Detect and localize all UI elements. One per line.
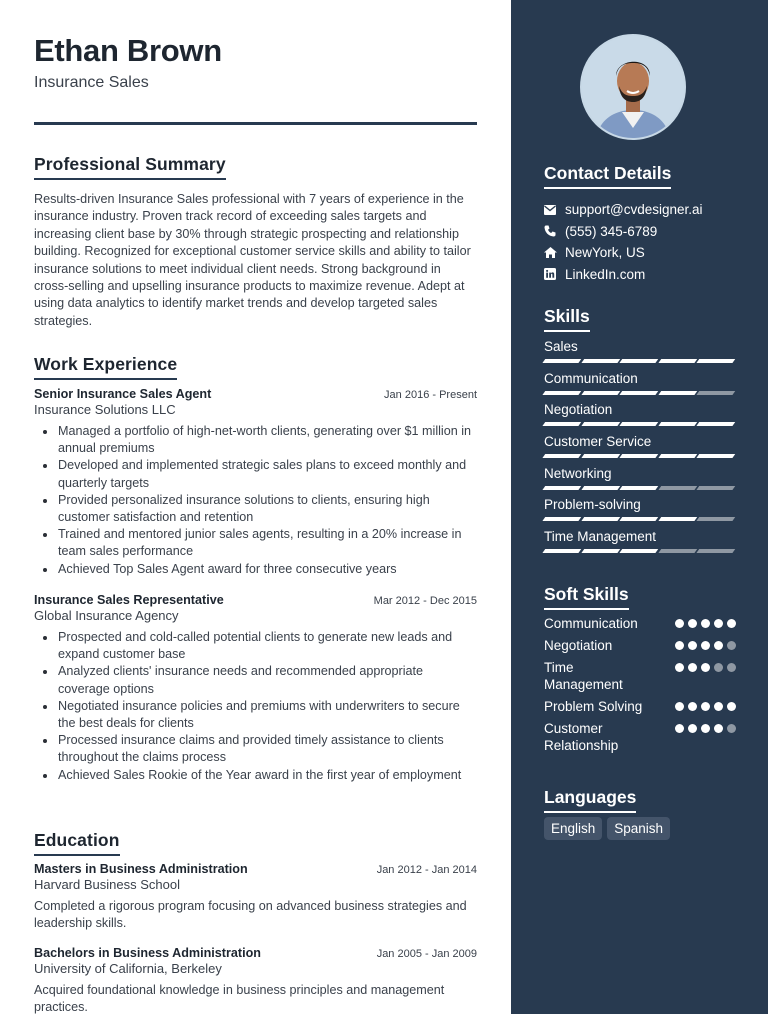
soft-skill-item — [544, 659, 736, 693]
skill-name: Negotiation — [544, 402, 613, 418]
linkedin-icon — [544, 268, 565, 280]
rating-dot — [675, 641, 684, 650]
phone-icon — [544, 225, 565, 237]
rating-dot — [701, 663, 710, 672]
soft-skill-name: Time Management — [544, 660, 623, 692]
skill-level-segment — [659, 422, 697, 426]
contact-location-text: NewYork, US — [565, 245, 645, 261]
skill-item — [544, 528, 734, 560]
rating-dot — [688, 702, 697, 711]
skill-level-segment — [620, 454, 658, 458]
job-title: Senior Insurance Sales Agent — [34, 387, 212, 401]
job-bullets — [34, 629, 477, 784]
avatar-portrait-icon — [582, 36, 684, 138]
skill-level-segment — [697, 517, 735, 521]
soft-skills-heading-underline — [544, 608, 629, 610]
soft-skill-item — [544, 698, 736, 715]
header-divider — [34, 122, 477, 125]
job-bullet: Developed and implemented strategic sales plans to exceed monthly and quarterly targets — [34, 457, 477, 491]
skill-level-segment — [697, 359, 735, 363]
home-icon — [544, 247, 565, 258]
soft-skill-name: Customer Relationship — [544, 721, 619, 753]
experience-heading-underline — [34, 378, 177, 380]
skill-level-segment — [620, 486, 658, 490]
job-company: Insurance Solutions LLC — [34, 402, 176, 417]
school-name: University of California, Berkeley — [34, 961, 222, 976]
skill-level-segment — [543, 422, 581, 426]
contact-heading-text: Contact Details — [544, 163, 672, 183]
skill-item — [544, 496, 734, 528]
job-title: Insurance Sales Representative — [34, 593, 224, 607]
job-entry — [34, 593, 477, 784]
skill-level-segment — [697, 486, 735, 490]
skill-level-segment — [620, 517, 658, 521]
job-bullet: Negotiated insurance policies and premiums with underwriters to secure the best deals for clients — [34, 698, 477, 732]
skill-level-segment — [659, 486, 697, 490]
skill-level-segment — [543, 454, 581, 458]
education-heading-underline — [34, 854, 120, 856]
skill-level-segment — [659, 359, 697, 363]
skill-level-segment — [581, 359, 619, 363]
skill-level-segment — [581, 454, 619, 458]
skill-item — [544, 338, 734, 370]
contact-heading-underline — [544, 187, 671, 189]
contact-heading — [544, 163, 671, 189]
skill-name: Customer Service — [544, 434, 652, 450]
soft-skills-heading-text: Soft Skills — [544, 584, 629, 604]
languages-list — [544, 817, 670, 840]
skill-level-segment — [697, 549, 735, 553]
candidate-role: Insurance Sales — [34, 74, 149, 91]
skill-name: Networking — [544, 465, 612, 481]
skill-level-segment — [659, 454, 697, 458]
rating-dot — [688, 663, 697, 672]
rating-dot — [714, 724, 723, 733]
soft-skills-heading — [544, 584, 629, 610]
soft-skill-item — [544, 720, 736, 754]
soft-skill-rating — [675, 698, 736, 711]
skill-level-bar — [544, 486, 734, 490]
skill-level-segment — [659, 549, 697, 553]
skill-name: Problem-solving — [544, 497, 641, 513]
education-date: Jan 2005 - Jan 2009 — [376, 948, 477, 960]
soft-skill-rating — [675, 637, 736, 650]
skill-level-bar — [544, 422, 734, 426]
job-bullet: Processed insurance claims and provided timely assistance to clients throughout the claims process — [34, 732, 477, 766]
soft-skills-list — [544, 615, 736, 754]
soft-skill-rating — [675, 720, 736, 733]
summary-heading-underline — [34, 178, 226, 180]
rating-dot — [714, 663, 723, 672]
rating-dot — [714, 702, 723, 711]
skill-level-bar — [544, 359, 734, 363]
contact-linkedin[interactable] — [544, 264, 703, 286]
skill-item — [544, 401, 734, 433]
job-bullet: Trained and mentored junior sales agents, resulting in a 20% increase in team sales performance — [34, 526, 477, 560]
education-date: Jan 2012 - Jan 2014 — [376, 864, 477, 876]
skill-level-segment — [697, 391, 735, 395]
job-company: Global Insurance Agency — [34, 608, 179, 623]
rating-dot — [675, 724, 684, 733]
experience-heading — [34, 354, 177, 380]
skills-heading-underline — [544, 330, 590, 332]
skill-item — [544, 370, 734, 402]
skill-level-segment — [697, 422, 735, 426]
soft-skill-rating — [675, 659, 736, 672]
languages-heading-text: Languages — [544, 787, 637, 807]
skill-level-bar — [544, 391, 734, 395]
skills-list — [544, 338, 734, 560]
education-entry — [34, 862, 477, 933]
skill-level-segment — [543, 549, 581, 553]
skill-level-segment — [581, 549, 619, 553]
languages-heading — [544, 787, 636, 813]
rating-dot — [701, 619, 710, 628]
skill-level-segment — [620, 422, 658, 426]
language-tag: English — [544, 817, 602, 840]
skill-level-segment — [581, 517, 619, 521]
contact-linkedin-text: LinkedIn.com — [565, 266, 646, 282]
soft-skill-item — [544, 637, 736, 654]
skill-level-segment — [581, 391, 619, 395]
soft-skill-name: Negotiation — [544, 638, 613, 653]
skills-heading-text: Skills — [544, 306, 590, 326]
sidebar — [511, 0, 768, 1014]
job-bullet: Managed a portfolio of high-net-worth clients, generating over $1 million in annual premiums — [34, 423, 477, 457]
skill-level-segment — [620, 549, 658, 553]
rating-dot — [727, 619, 736, 628]
rating-dot — [688, 619, 697, 628]
rating-dot — [727, 702, 736, 711]
skill-level-segment — [543, 391, 581, 395]
degree-title: Bachelors in Business Administration — [34, 946, 261, 960]
contact-phone-text: (555) 345-6789 — [565, 223, 658, 239]
skill-name: Time Management — [544, 529, 657, 545]
rating-dot — [727, 663, 736, 672]
rating-dot — [701, 641, 710, 650]
summary-heading-text: Professional Summary — [34, 154, 226, 174]
skill-level-segment — [543, 517, 581, 521]
candidate-name: Ethan Brown — [34, 33, 222, 68]
language-tag: Spanish — [607, 817, 670, 840]
skill-level-segment — [620, 391, 658, 395]
job-bullet: Provided personalized insurance solutions to clients, ensuring high customer satisfaction and retention — [34, 492, 477, 526]
soft-skill-rating — [675, 615, 736, 628]
envelope-icon — [544, 205, 565, 215]
contact-email[interactable] — [544, 199, 703, 221]
avatar — [580, 34, 686, 140]
rating-dot — [701, 702, 710, 711]
summary-heading — [34, 154, 226, 180]
rating-dot — [675, 619, 684, 628]
job-bullets — [34, 423, 477, 578]
rating-dot — [675, 663, 684, 672]
rating-dot — [714, 641, 723, 650]
skill-level-segment — [659, 517, 697, 521]
contact-email-text: support@cvdesigner.ai — [565, 202, 703, 218]
skill-level-segment — [581, 486, 619, 490]
job-bullet: Achieved Sales Rookie of the Year award in the first year of employment — [34, 767, 477, 784]
languages-heading-underline — [544, 811, 636, 813]
contact-phone[interactable] — [544, 221, 703, 243]
job-date: Jan 2016 - Present — [384, 389, 477, 401]
education-heading-text: Education — [34, 830, 120, 850]
education-description: Acquired foundational knowledge in business principles and management practices. — [34, 983, 445, 1014]
job-bullet: Analyzed clients' insurance needs and recommended appropriate coverage options — [34, 663, 477, 697]
contact-list — [544, 199, 703, 285]
rating-dot — [688, 724, 697, 733]
skill-level-segment — [659, 391, 697, 395]
experience-heading-text: Work Experience — [34, 354, 178, 374]
education-description: Completed a rigorous program focusing on advanced business strategies and leadership skills. — [34, 899, 467, 931]
education-heading — [34, 830, 120, 856]
skill-item — [544, 433, 734, 465]
skill-name: Sales — [544, 339, 578, 354]
skill-level-bar — [544, 517, 734, 521]
job-date: Mar 2012 - Dec 2015 — [373, 595, 477, 607]
skill-level-segment — [543, 486, 581, 490]
skill-level-segment — [543, 359, 581, 363]
soft-skill-name: Problem Solving — [544, 699, 643, 714]
soft-skill-name: Communication — [544, 616, 638, 631]
contact-location — [544, 242, 703, 264]
degree-title: Masters in Business Administration — [34, 862, 248, 876]
skill-level-segment — [581, 422, 619, 426]
rating-dot — [714, 619, 723, 628]
rating-dot — [688, 641, 697, 650]
rating-dot — [727, 641, 736, 650]
summary-text: Results-driven Insurance Sales professional with 7 years of experience in the insurance industry. Proven track record of exceeding sales targets and increasing client base by 30% through strategic prospecting and relationship building. Recognized for exceptional customer service skills and ability to tailor insurance solutions to meet individual client needs. Strong background in cross-selling and upselling insurance products to maximize revenue. Adept at using data analytics to identify market trends and develop targeted sales strategies. — [34, 192, 471, 328]
job-bullet: Prospected and cold-called potential clients to generate new leads and expand customer base — [34, 629, 477, 663]
rating-dot — [727, 724, 736, 733]
skill-level-segment — [697, 454, 735, 458]
skill-level-bar — [544, 549, 734, 553]
skill-level-segment — [620, 359, 658, 363]
soft-skill-item — [544, 615, 736, 632]
skill-name: Communication — [544, 370, 638, 386]
skill-level-bar — [544, 454, 734, 458]
rating-dot — [701, 724, 710, 733]
rating-dot — [675, 702, 684, 711]
job-bullet: Achieved Top Sales Agent award for three consecutive years — [34, 561, 477, 578]
skill-item — [544, 465, 734, 497]
skills-heading — [544, 306, 590, 332]
job-entry — [34, 387, 477, 578]
school-name: Harvard Business School — [34, 877, 180, 892]
education-entry — [34, 946, 477, 1014]
